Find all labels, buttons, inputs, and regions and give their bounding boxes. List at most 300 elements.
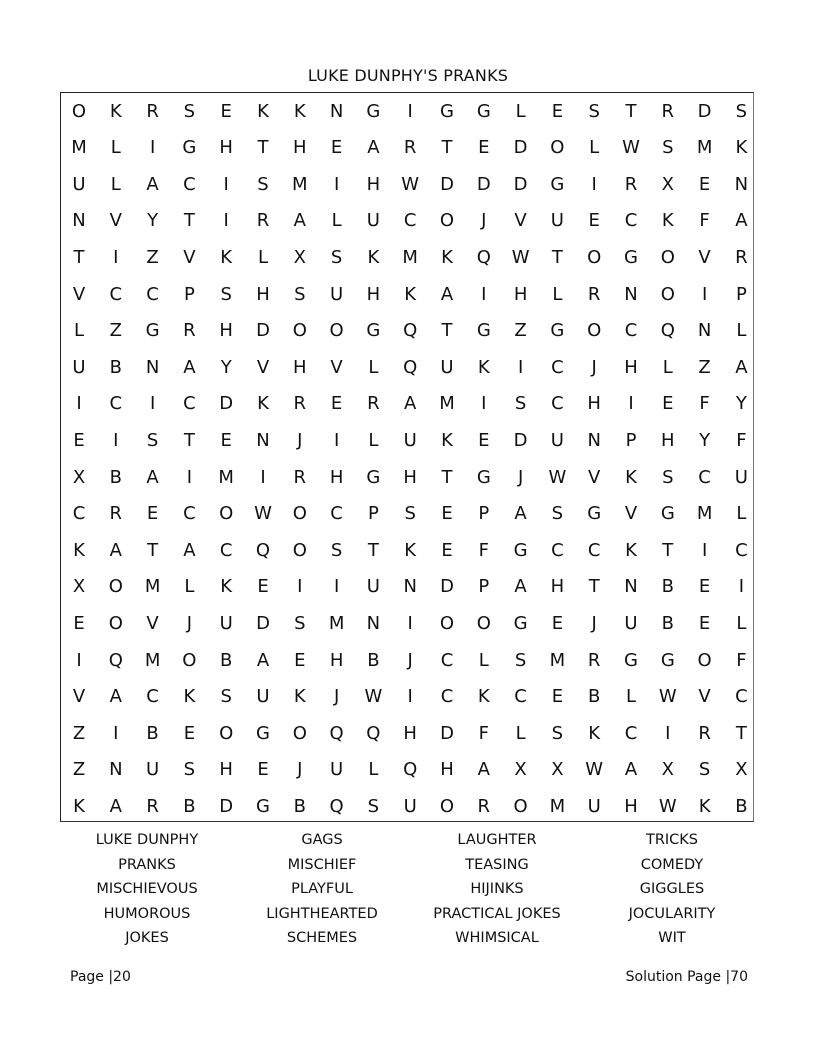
grid-cell: I [297, 576, 303, 598]
grid-cell: C [183, 393, 196, 415]
grid-cell: E [257, 576, 269, 598]
grid-cell: L [368, 759, 379, 781]
grid-cell: E [146, 503, 159, 525]
word-list-item: JOCULARITY [628, 905, 716, 922]
grid-cell: S [367, 795, 380, 817]
grid-cell: C [440, 649, 454, 671]
grid-cell: O [108, 612, 123, 634]
grid-cell: P [735, 283, 747, 305]
grid-cell: T [662, 539, 674, 561]
grid-cell: K [441, 429, 453, 451]
grid-cell: I [149, 393, 156, 415]
grid-cell: U [624, 612, 638, 634]
grid-cell: B [661, 576, 674, 598]
grid-cell: L [736, 503, 747, 525]
grid-cell: E [183, 722, 196, 744]
grid-cell: K [404, 283, 417, 305]
grid-cell: R [109, 503, 123, 525]
word-list-item: COMEDY [640, 856, 704, 873]
grid-cell: X [293, 246, 306, 268]
grid-cell: J [481, 210, 487, 232]
grid-row [61, 240, 753, 276]
grid-cell: C [698, 466, 711, 488]
grid-cell: P [367, 503, 379, 525]
grid-cell: R [735, 246, 748, 268]
grid-cell: N [366, 612, 381, 634]
grid-cell: R [624, 173, 638, 195]
grid-cell: G [366, 100, 381, 122]
grid-cell: K [625, 539, 637, 561]
grid-cell: G [145, 320, 160, 342]
grid-cell: I [113, 246, 119, 268]
grid-cell: O [292, 320, 307, 342]
grid-cell: Q [366, 722, 381, 744]
grid-cell: A [146, 173, 159, 195]
grid-cell: F [736, 649, 747, 671]
grid-row [61, 130, 753, 166]
grid-cell: S [588, 100, 600, 122]
grid-cell: T [73, 246, 85, 268]
grid-cell: O [439, 210, 455, 232]
grid-cell: K [477, 686, 490, 708]
word-list-item: MISCHIEF [287, 856, 357, 873]
word-list-item: TEASING [465, 856, 529, 873]
grid-cell: V [72, 283, 86, 305]
grid-cell: O [513, 795, 528, 817]
grid-cell: B [293, 795, 306, 817]
grid-cell: K [109, 100, 122, 122]
grid-cell: I [113, 429, 119, 451]
grid-cell: S [220, 283, 232, 305]
grid-cell: M [144, 649, 161, 671]
grid-cell: I [591, 173, 597, 195]
grid-cell: S [257, 173, 269, 195]
grid-cell: C [735, 539, 748, 561]
grid-cell: V [109, 210, 122, 232]
grid-cell: N [256, 429, 270, 451]
word-list-item: SCHEMES [286, 930, 358, 946]
grid-cell: G [587, 503, 602, 525]
grid-row [61, 94, 753, 130]
grid-cell: H [403, 722, 417, 744]
grid-cell: Q [255, 539, 271, 561]
grid-cell: Q [403, 356, 418, 378]
grid-cell: A [440, 283, 454, 305]
grid-cell: J [407, 649, 413, 671]
grid-cell: E [220, 429, 232, 451]
grid-cell: F [736, 429, 747, 451]
grid-cell: J [591, 356, 597, 378]
grid-cell: U [587, 795, 601, 817]
puzzle-title: LUKE DUNPHY'S PRANKS [307, 66, 509, 85]
word-list-item: GAGS [301, 832, 343, 848]
grid-row [61, 679, 753, 715]
grid-cell: W [658, 686, 677, 708]
grid-cell: H [440, 759, 454, 781]
grid-cell: E [73, 429, 85, 451]
grid-cell: G [256, 795, 270, 817]
grid-cell: A [735, 356, 748, 378]
grid-cell: T [183, 210, 195, 232]
grid-cell: G [624, 649, 638, 671]
grid-cell: K [441, 246, 453, 268]
grid-cell: T [147, 539, 159, 561]
grid-cell: Y [735, 393, 747, 415]
grid-cell: A [624, 759, 638, 781]
grid-cell: I [333, 429, 340, 451]
grid-cell: K [625, 466, 637, 488]
word-list-item: MISCHIEVOUS [96, 881, 198, 897]
grid-cell: H [366, 283, 381, 305]
grid-cell: C [587, 539, 601, 561]
grid-cell: L [736, 320, 747, 342]
grid-cell: S [294, 283, 306, 305]
grid-cell: I [223, 210, 229, 232]
grid-cell: T [735, 722, 747, 744]
grid-cell: C [146, 283, 159, 305]
grid-cell: D [256, 612, 270, 634]
grid-cell: O [587, 320, 602, 342]
grid-cell: C [183, 173, 196, 195]
grid-cell: N [109, 759, 123, 781]
word-list-row [60, 930, 760, 954]
grid-cell: D [697, 100, 712, 122]
grid-row [61, 313, 753, 349]
grid-cell: E [330, 137, 343, 159]
grid-cell: E [330, 393, 343, 415]
grid-cell: H [550, 576, 565, 598]
grid-cell: A [735, 210, 748, 232]
grid-cell: N [624, 283, 638, 305]
grid-cell: N [734, 173, 749, 195]
grid-cell: H [256, 283, 270, 305]
grid-cell: R [698, 722, 711, 744]
grid-cell: R [661, 100, 675, 122]
grid-cell: H [219, 759, 233, 781]
grid-cell: U [550, 210, 564, 232]
grid-cell: K [367, 246, 380, 268]
grid-cell: C [109, 393, 123, 415]
word-list-item: WIT [658, 930, 686, 946]
grid-cell: R [403, 137, 417, 159]
grid-cell: E [698, 173, 711, 195]
grid-cell: I [628, 393, 634, 415]
grid-cell: U [403, 795, 417, 817]
grid-row [61, 203, 753, 239]
grid-cell: E [478, 137, 490, 159]
grid-cell: F [478, 722, 489, 744]
grid-row [61, 350, 753, 386]
grid-cell: M [439, 393, 455, 415]
grid-cell: N [145, 356, 160, 378]
grid-cell: K [257, 393, 269, 415]
grid-cell: U [440, 356, 454, 378]
grid-cell: R [587, 649, 601, 671]
grid-cell: B [109, 466, 122, 488]
grid-cell: K [220, 576, 233, 598]
grid-cell: E [441, 503, 453, 525]
grid-cell: C [109, 283, 123, 305]
grid-cell: G [513, 539, 528, 561]
grid-cell: C [514, 686, 527, 708]
word-list-row [60, 857, 760, 881]
grid-cell: I [407, 612, 413, 634]
grid-cell: R [293, 466, 307, 488]
grid-cell: S [220, 686, 232, 708]
grid-cell: L [73, 320, 85, 342]
grid-cell: Q [403, 759, 418, 781]
grid-cell: A [293, 210, 306, 232]
grid-cell: A [183, 356, 196, 378]
grid-cell: E [551, 100, 564, 122]
grid-cell: O [550, 137, 565, 159]
grid-cell: G [476, 100, 491, 122]
grid-cell: P [625, 429, 637, 451]
grid-cell: S [514, 649, 527, 671]
grid-cell: H [587, 393, 601, 415]
page-number: Page |20 [70, 969, 131, 985]
grid-cell: L [515, 722, 526, 744]
grid-cell: M [549, 795, 566, 817]
grid-cell: E [698, 612, 711, 634]
grid-cell: T [441, 137, 453, 159]
grid-cell: C [440, 686, 454, 708]
grid-cell: H [624, 356, 638, 378]
grid-cell: A [146, 466, 159, 488]
grid-cell: S [662, 466, 674, 488]
grid-cell: K [293, 100, 306, 122]
grid-cell: F [478, 539, 489, 561]
grid-cell: O [182, 649, 197, 671]
grid-cell: W [401, 173, 420, 195]
grid-cell: I [333, 173, 340, 195]
grid-cell: A [109, 795, 122, 817]
grid-row [61, 496, 753, 532]
grid-cell: H [329, 466, 344, 488]
grid-cell: Q [403, 320, 418, 342]
word-list-item: PRANKS [118, 856, 176, 873]
grid-cell: L [515, 100, 526, 122]
grid-cell: H [403, 466, 417, 488]
grid-cell: W [364, 686, 383, 708]
grid-cell: G [476, 466, 491, 488]
grid-cell: H [329, 649, 344, 671]
grid-cell: O [71, 100, 87, 122]
grid-cell: K [735, 137, 748, 159]
grid-cell: S [551, 722, 564, 744]
grid-cell: G [256, 722, 270, 744]
grid-cell: M [402, 246, 418, 268]
word-list-item: PLAYFUL [291, 881, 353, 897]
grid-cell: J [297, 429, 303, 451]
grid-row [61, 423, 753, 459]
grid-cell: D [513, 137, 528, 159]
grid-cell: X [514, 759, 527, 781]
grid-cell: E [220, 100, 232, 122]
grid-cell: D [256, 320, 270, 342]
grid-cell: S [404, 503, 416, 525]
grid-cell: C [735, 686, 748, 708]
grid-cell: I [76, 649, 82, 671]
grid-cell: E [441, 539, 453, 561]
grid-cell: X [72, 576, 86, 598]
grid-cell: A [109, 686, 122, 708]
grid-cell: C [146, 686, 159, 708]
grid-cell: M [696, 503, 713, 525]
grid-cell: N [624, 576, 638, 598]
grid-cell: I [149, 137, 156, 159]
grid-cell: H [219, 320, 233, 342]
grid-cell: K [661, 210, 674, 232]
grid-cell: L [331, 210, 342, 232]
grid-cell: W [254, 503, 272, 525]
grid-cell: O [439, 795, 455, 817]
grid-cell: T [551, 246, 563, 268]
grid-cell: R [367, 393, 380, 415]
grid-cell: B [735, 795, 748, 817]
grid-cell: L [662, 356, 673, 378]
grid-cell: C [624, 722, 638, 744]
grid-cell: L [184, 576, 195, 598]
grid-cell: A [367, 137, 380, 159]
grid-cell: L [257, 246, 269, 268]
grid-cell: K [220, 246, 233, 268]
grid-cell: J [517, 466, 524, 488]
grid-cell: L [589, 137, 600, 159]
grid-cell: R [587, 283, 601, 305]
grid-row [61, 167, 753, 203]
grid-row [61, 460, 753, 496]
grid-cell: R [183, 320, 196, 342]
grid-row [61, 386, 753, 422]
grid-cell: X [735, 759, 748, 781]
grid-cell: U [219, 612, 233, 634]
grid-cell: A [183, 539, 196, 561]
grid-cell: A [404, 393, 417, 415]
grid-cell: K [73, 539, 85, 561]
grid-cell: C [183, 503, 196, 525]
grid-cell: C [551, 393, 564, 415]
grid-cell: S [698, 759, 711, 781]
grid-cell: T [588, 576, 600, 598]
grid-cell: V [698, 686, 711, 708]
grid-cell: D [440, 722, 454, 744]
grid-cell: H [366, 173, 381, 195]
grid-cell: V [183, 246, 196, 268]
word-list-row [60, 881, 760, 905]
grid-cell: S [514, 393, 527, 415]
grid-cell: Y [147, 210, 159, 232]
grid-cell: Z [72, 722, 86, 744]
grid-cell: R [256, 210, 270, 232]
grid-cell: Z [698, 356, 711, 378]
word-list-item: TRICKS [645, 832, 699, 848]
grid-cell: N [697, 320, 712, 342]
grid-cell: G [660, 503, 675, 525]
grid-cell: K [404, 539, 417, 561]
grid-cell: A [477, 759, 490, 781]
grid-cell: Q [476, 246, 491, 268]
grid-cell: O [219, 722, 234, 744]
grid-cell: G [624, 246, 638, 268]
grid-cell: C [551, 356, 564, 378]
grid-cell: N [403, 576, 417, 598]
grid-cell: L [368, 356, 379, 378]
grid-cell: O [292, 503, 307, 525]
word-list-item: LIGHTHEARTED [266, 905, 378, 922]
grid-cell: H [219, 137, 233, 159]
grid-cell: R [146, 100, 159, 122]
grid-cell: Q [660, 320, 675, 342]
grid-cell: I [481, 393, 487, 415]
grid-cell: Z [72, 759, 86, 781]
grid-cell: S [735, 100, 748, 122]
grid-cell: E [588, 210, 600, 232]
grid-cell: L [625, 686, 637, 708]
grid-cell: D [476, 173, 491, 195]
grid-row [61, 789, 753, 825]
grid-cell: B [183, 795, 196, 817]
grid-cell: V [588, 466, 601, 488]
grid-cell: D [513, 429, 528, 451]
word-list-row [60, 906, 760, 930]
grid-cell: C [624, 320, 638, 342]
grid-cell: V [256, 356, 270, 378]
grid-cell: U [72, 356, 86, 378]
grid-cell: K [73, 795, 85, 817]
word-list-item: JOKES [125, 930, 169, 946]
grid-cell: I [665, 722, 671, 744]
grid-cell: Z [514, 320, 527, 342]
grid-cell: G [182, 137, 197, 159]
grid-cell: G [660, 649, 675, 671]
grid-cell: E [294, 649, 306, 671]
grid-cell: D [513, 173, 528, 195]
grid-cell: W [622, 137, 640, 159]
grid-cell: O [476, 612, 491, 634]
grid-cell: N [72, 210, 86, 232]
grid-cell: W [658, 795, 677, 817]
grid-cell: F [699, 210, 710, 232]
grid-cell: Y [699, 429, 711, 451]
grid-cell: M [218, 466, 234, 488]
grid-cell: B [367, 649, 380, 671]
grid-cell: B [109, 356, 122, 378]
grid-cell: C [72, 503, 86, 525]
grid-cell: I [407, 100, 413, 122]
grid-cell: O [587, 246, 602, 268]
grid-cell: A [109, 539, 122, 561]
grid-cell: O [292, 539, 307, 561]
grid-cell: U [403, 429, 417, 451]
grid-cell: K [257, 100, 269, 122]
grid-cell: H [293, 137, 307, 159]
grid-row [61, 752, 753, 788]
grid-cell: O [697, 649, 712, 671]
grid-cell: Q [329, 722, 344, 744]
grid-cell: S [662, 137, 674, 159]
grid-cell: O [660, 283, 675, 305]
grid-cell: B [220, 649, 233, 671]
grid-cell: T [367, 539, 379, 561]
grid-cell: M [71, 137, 87, 159]
grid-cell: B [661, 612, 674, 634]
grid-cell: K [588, 722, 601, 744]
grid-cell: T [257, 137, 269, 159]
grid-cell: C [403, 210, 417, 232]
grid-cell: L [110, 137, 121, 159]
grid-cell: A [514, 576, 527, 598]
